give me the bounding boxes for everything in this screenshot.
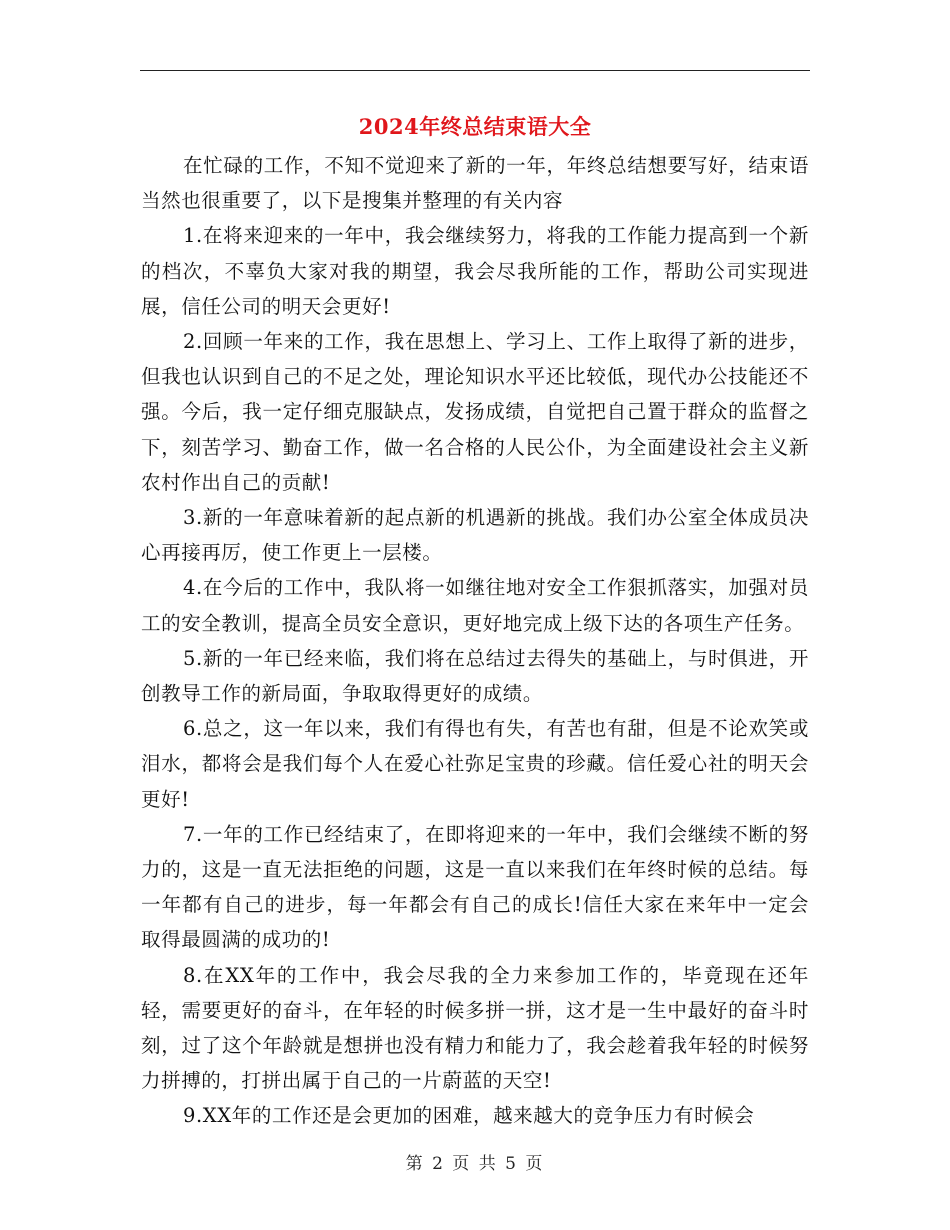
paragraph-8: 8.在XX年的工作中，我会尽我的全力来参加工作的，毕竟现在还年轻，需要更好的奋斗，在年轻的时候多拼一拼，这才是一生中最好的奋斗时刻，过了这个年龄就是想拼也没有精力和能力了，我会趁着我年轻的时候努力拼搏的，打拼出属于自己的一片蔚蓝的天空! — [141, 963, 809, 1093]
paragraph-3: 3.新的一年意味着新的起点新的机遇新的挑战。我们办公室全体成员决心再接再厉，使工作更上一层楼。 — [141, 506, 809, 565]
page-title: 2024年终总结束语大全 — [358, 114, 592, 139]
paragraph-6: 6.总之，这一年以来，我们有得也有失，有苦也有甜，但是不论欢笑或泪水，都将会是我们每个人在爱心社弥足宝贵的珍藏。信任爱心社的明天会更好! — [141, 717, 809, 811]
paragraph-5: 5.新的一年已经来临，我们将在总结过去得失的基础上，与时俱进，开创教导工作的新局面，争取取得更好的成绩。 — [141, 646, 809, 706]
paragraph-7: 7.一年的工作已经结束了，在即将迎来的一年中，我们会继续不断的努力的，这是一直无法拒绝的问题，这是一直以来我们在年终时候的总结。每一年都有自己的进步，每一年都会有自己的成长!信任大家在来年中一定会取得最圆满的成功的! — [141, 822, 809, 952]
document-body — [141, 148, 809, 1134]
paragraph-9: 9.XX年的工作还是会更加的困难，越来越大的竞争压力有时候会 — [183, 1104, 755, 1128]
paragraph-2: 2.回顾一年来的工作，我在思想上、学习上、工作上取得了新的进步，但我也认识到自己的不足之处，理论知识水平还比较低，现代办公技能还不强。今后，我一定仔细克服缺点，发扬成绩，自觉把自己置于群众的监督之下，刻苦学习、勤奋工作，做一名合格的人民公仆，为全面建设社会主义新农村作出自己的贡献! — [141, 330, 809, 494]
paragraph-intro: 在忙碌的工作，不知不觉迎来了新的一年，年终总结想要写好，结束语当然也很重要了，以下是搜集并整理的有关内容 — [141, 154, 809, 213]
paragraph-4: 4.在今后的工作中，我队将一如继往地对安全工作狠抓落实，加强对员工的安全教训，提高全员安全意识，更好地完成上级下达的各项生产任务。 — [141, 576, 809, 635]
paragraph-1: 1.在将来迎来的一年中，我会继续努力，将我的工作能力提高到一个新的档次，不辜负大家对我的期望，我会尽我所能的工作，帮助公司实现进展，信任公司的明天会更好! — [141, 224, 809, 318]
header-rule — [140, 70, 810, 71]
page-footer — [0, 1152, 950, 1176]
page-number-label: 第 2 页 共 5 页 — [405, 1154, 545, 1174]
